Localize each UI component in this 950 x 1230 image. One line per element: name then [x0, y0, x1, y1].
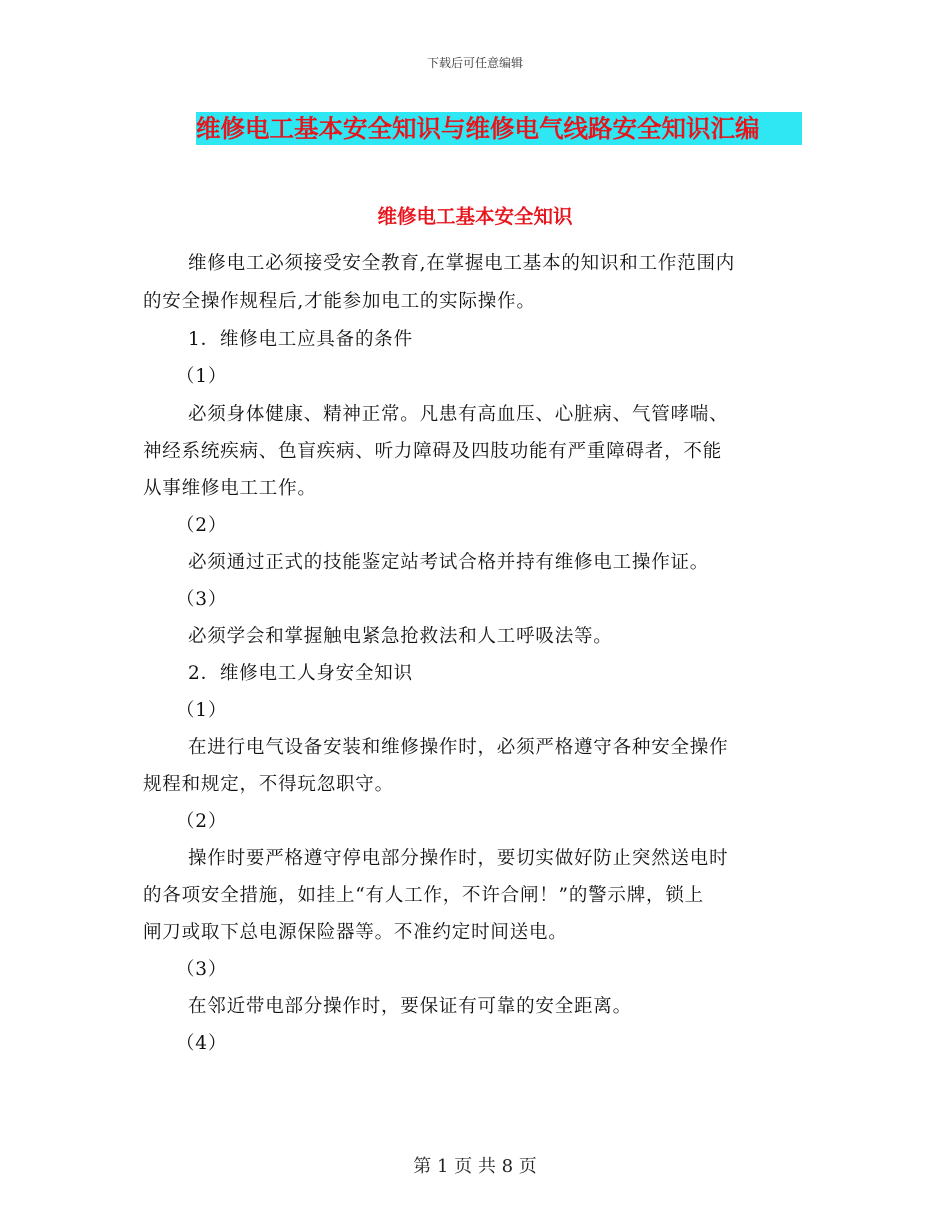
paragraph-line: 在进行电气设备安装和维修操作时，必须严格遵守各种安全操作 [188, 737, 729, 758]
list-number: （1） [176, 366, 228, 387]
paragraph-line: 必须学会和掌握触电紧急抢救法和人工呼吸法等。 [188, 626, 613, 647]
list-number: （3） [176, 589, 228, 610]
paragraph-line: 操作时要严格遵守停电部分操作时，要切实做好防止突然送电时 [188, 848, 729, 869]
document-title: 维修电工基本安全知识与维修电气线路安全知识汇编 [196, 112, 802, 145]
paragraph-line: 神经系统疾病、色盲疾病、听力障碍及四肢功能有严重障碍者，不能 [143, 441, 723, 462]
list-number: （1） [176, 700, 228, 721]
paragraph-line: 维修电工必须接受安全教育,在掌握电工基本的知识和工作范围内 [188, 253, 736, 274]
paragraph-line: 必须通过正式的技能鉴定站考试合格并持有维修电工操作证。 [188, 552, 710, 573]
paragraph-line: 规程和规定，不得玩忽职守。 [143, 774, 394, 795]
paragraph-line: 从事维修电工工作。 [143, 478, 317, 499]
list-number: （4） [176, 1033, 228, 1054]
list-heading: 2．维修电工人身安全知识 [188, 663, 413, 684]
page-number-footer: 第 1 页 共 8 页 [413, 1156, 537, 1177]
paragraph-line: 在邻近带电部分操作时，要保证有可靠的安全距离。 [188, 996, 632, 1017]
paragraph-line: 的各项安全措施，如挂上“有人工作，不许合闸！”的警示牌，锁上 [143, 885, 704, 906]
section-title: 维修电工基本安全知识 [377, 205, 573, 228]
paragraph-line: 必须身体健康、精神正常。凡患有高血压、心脏病、气管哮喘、 [188, 404, 729, 425]
list-number: （3） [176, 959, 228, 980]
paragraph-line: 闸刀或取下总电源保险器等。不准约定时间送电。 [143, 922, 568, 943]
list-number: （2） [176, 515, 228, 536]
page-header-note: 下载后可任意编辑 [426, 56, 523, 70]
list-number: （2） [176, 811, 228, 832]
list-heading: 1．维修电工应具备的条件 [188, 329, 413, 350]
paragraph-line: 的安全操作规程后,才能参加电工的实际操作。 [143, 291, 536, 312]
